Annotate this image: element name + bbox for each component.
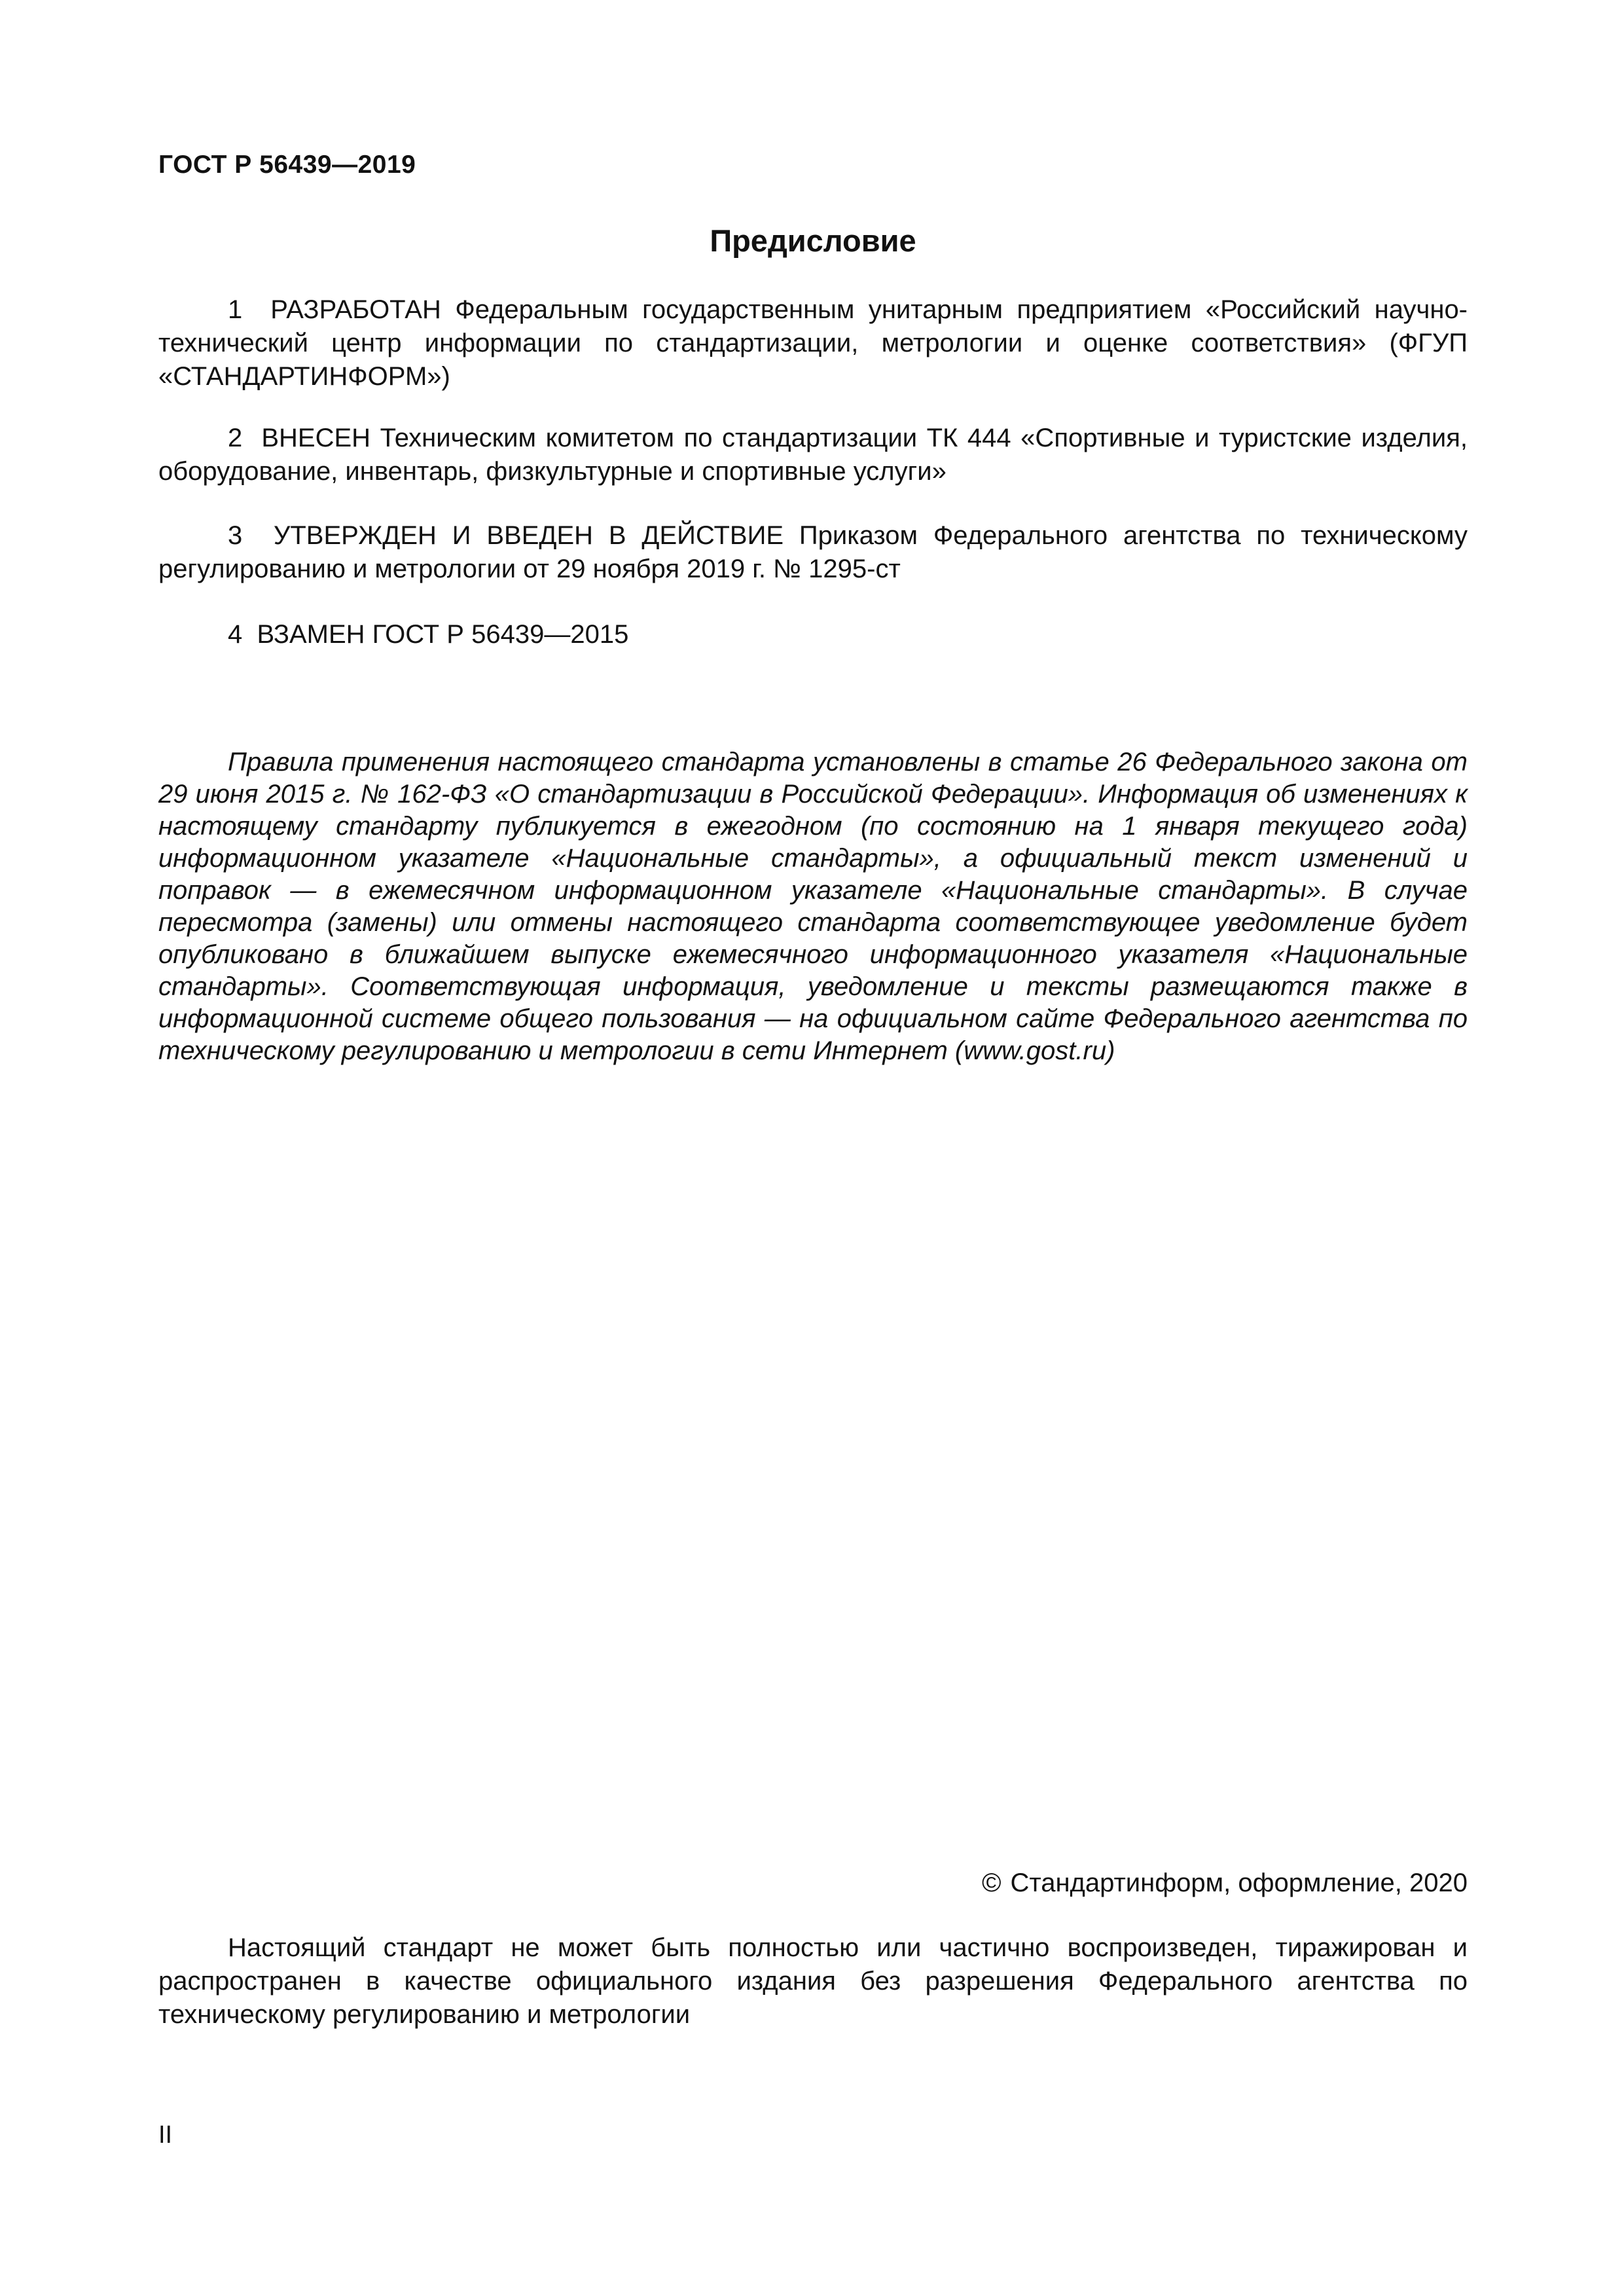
copyright-line	[158, 1868, 1468, 1898]
foreword-item-number: 2	[228, 424, 243, 452]
page-number: II	[158, 2121, 173, 2149]
foreword-item-text: РАЗРАБОТАН Федеральным государственным унитарным предприятием «Российский научно-технический центр информации по стандартизации, метрологии и оценке соответствия» (ФГУП «СТАНДАРТИНФОРМ»)	[158, 295, 1468, 391]
foreword-item-number: 1	[228, 295, 243, 324]
foreword-item-3	[158, 519, 1468, 586]
copyright-icon: ©	[981, 1868, 1001, 1897]
foreword-item-4	[158, 618, 1468, 651]
foreword-item-text: ВНЕСЕН Техническим комитетом по стандартизации ТК 444 «Спортивные и туристские изделия, оборудование, инвентарь, физкультурные и спортивные услуги»	[158, 424, 1468, 486]
foreword-item-text: ВЗАМЕН ГОСТ Р 56439—2015	[257, 620, 629, 649]
standard-code-header: ГОСТ Р 56439—2019	[158, 151, 416, 179]
foreword-item-text: УТВЕРЖДЕН И ВВЕДЕН В ДЕЙСТВИЕ Приказом Федерального агентства по техническому регулированию и метрологии от 29 ноября 2019 г. № 1295-ст	[158, 521, 1468, 583]
copyright-text: Стандартинформ, оформление, 2020	[1010, 1868, 1468, 1897]
foreword-item-number: 4	[228, 620, 243, 649]
foreword-item-1	[158, 293, 1468, 393]
reprint-restriction-notice: Настоящий стандарт не может быть полностью или частично воспроизведен, тиражирован и распространен в качестве официального издания без разрешения Федерального агентства по техническому регулированию и метрологии	[158, 1933, 1468, 2029]
foreword-item-2	[158, 422, 1468, 488]
application-rules-notice: Правила применения настоящего стандарта установлены в статье 26 Федерального закона от 29 июня 2015 г. № 162-ФЗ «О стандартизации в Российской Федерации». Информация об изменениях к настоящему стандарту публикуется в ежегодном (по состоянию на 1 января текущего года) информационном указателе «Национальные стандарты», а официальный текст изменений и поправок — в ежемесячном информационном указателе «Национальные стандарты». В случае пересмотра (замены) или отмены настоящего стандарта соответствующее уведомление будет опубликовано в ближайшем выпуске ежемесячного информационного указателя «Национальные стандарты». Соответствующая информация, уведомление и тексты размещаются также в информационной системе общего пользования — на официальном сайте Федерального агентства по техническому регулированию и метрологии в сети Интернет (www.gost.ru)	[158, 748, 1468, 1065]
foreword-item-number: 3	[228, 521, 243, 550]
page-title: Предисловие	[710, 223, 916, 258]
